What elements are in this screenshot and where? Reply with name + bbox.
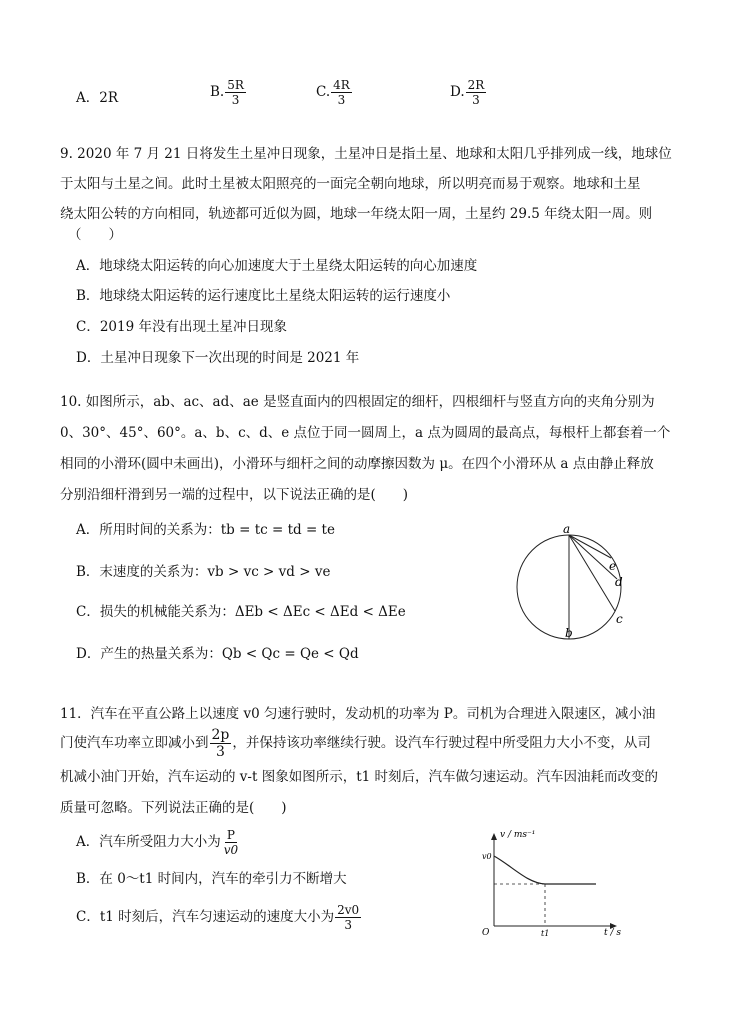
q10-line-1: 10. 如图所示，ab、ac、ad、ae 是竖直面内的四根固定的细杆，四根细杆与竖直方向的夹角分别为 (60, 394, 655, 410)
q9-line-2: 于太阳与土星之间。此时土星被太阳照亮的一面完全朝向地球，所以明亮而易于观察。地球和土星 (60, 176, 641, 192)
q11-option-a: A．汽车所受阻力大小为 $\frac{P}{v0}$ (76, 828, 239, 857)
q11-line-3: 机减小油门开始，汽车运动的 v-t 图象如图所示，t1 时刻后，汽车做匀速运动。汽车因油耗而改变的 (60, 769, 658, 785)
label-d: d (615, 575, 623, 589)
vt-graph (472, 828, 632, 938)
q8-option-c (316, 78, 353, 107)
q9-line-3: 绕太阳公转的方向相同，轨迹都可近似为圆，地球一年绕太阳一周，土星约 29.5 年绕太阳一周。则 (60, 206, 653, 222)
option-label: C. (316, 84, 331, 100)
q8-option-a (76, 86, 118, 106)
q10-line-2: 0、30°、45°、60°。a、b、c、d、e 点位于同一圆周上，a 点为圆周的最高点，每根杆上都套着一个 (60, 425, 671, 441)
label-b: b (565, 626, 573, 640)
q10-option-d: D．产生的热量关系为：Qb < Qc = Qe < Qd (76, 646, 359, 662)
q10-option-c: C．损失的机械能关系为：ΔEb < ΔEc < ΔEd < ΔEe (76, 604, 406, 620)
x-axis-label: t / s (604, 928, 621, 938)
option-value: 2R (99, 90, 119, 106)
q9-line-4: （ ） (68, 227, 122, 243)
option-label: D. (450, 84, 465, 100)
fraction: $\frac{2p}{3}$ (211, 727, 230, 760)
curve (494, 856, 545, 884)
q9-option-c: C．2019 年没有出现土星冲日现象 (76, 319, 287, 335)
t1-label: t1 (541, 929, 550, 938)
q8-option-d (450, 78, 487, 107)
q9-line-1: 9. 2020 年 7 月 21 日将发生土星冲日现象，土星冲日是指土星、地球和太阳几乎排列成一线，地球位 (60, 146, 672, 162)
option-label: A． (76, 90, 100, 106)
fraction: $\frac{2R}{3}$ (467, 78, 485, 107)
q10-option-b: B．末速度的关系为：vb > vc > vd > ve (76, 564, 331, 580)
q10-line-3: 相同的小滑环(圆中未画出)，小滑环与细杆之间的动摩擦因数为 μ。在四个小滑环从 a 点由静止释放 (60, 456, 654, 472)
origin-label: O (482, 928, 490, 938)
fraction: $\frac{P}{v0}$ (223, 828, 239, 857)
q10-option-a: A．所用时间的关系为：tb = tc = td = te (76, 522, 335, 538)
label-e: e (609, 559, 617, 573)
fraction: $\frac{4R}{3}$ (333, 78, 350, 107)
q11-option-c: C．t1 时刻后，汽车匀速运动的速度大小为 $\frac{2v0}{3}$ (76, 903, 360, 932)
fraction: $\frac{2v0}{3}$ (337, 903, 360, 932)
q9-option-a: A．地球绕太阳运转的向心加速度大于土星绕太阳运转的向心加速度 (76, 258, 478, 274)
q8-option-b (210, 78, 247, 107)
rod-ac (569, 535, 615, 611)
option-label: B. (210, 84, 225, 100)
q11-line-1: 11．汽车在平直公路上以速度 v0 匀速行驶时，发动机的功率为 P。司机为合理进入限速区，减小油 (60, 706, 656, 722)
q9-option-b: B．地球绕太阳运转的运行速度比土星绕太阳运转的运行速度小 (76, 288, 451, 304)
v0-label: v0 (482, 852, 492, 861)
y-axis-arrow (491, 833, 497, 840)
q11-option-b: B．在 0～t1 时间内，汽车的牵引力不断增大 (76, 871, 347, 887)
label-a: a (563, 522, 571, 536)
q10-line-4: 分别沿细杆滑到另一端的过程中，以下说法正确的是( ) (60, 487, 409, 503)
y-axis-label: v / ms⁻¹ (500, 830, 536, 840)
fraction: $\frac{5R}{3}$ (227, 78, 244, 107)
label-c: c (616, 612, 623, 626)
q11-line-2: 门使汽车功率立即减小到 $\frac{2p}{3}$ ，并保持该功率继续行驶。设汽车行驶过程中所受阻力大小不变，从司 (60, 727, 651, 760)
circle-rods-figure (512, 522, 632, 642)
q9-option-d: D．土星冲日现象下一次出现的时间是 2021 年 (76, 350, 360, 366)
q11-line-4: 质量可忽略。下列说法正确的是( ) (60, 800, 287, 816)
